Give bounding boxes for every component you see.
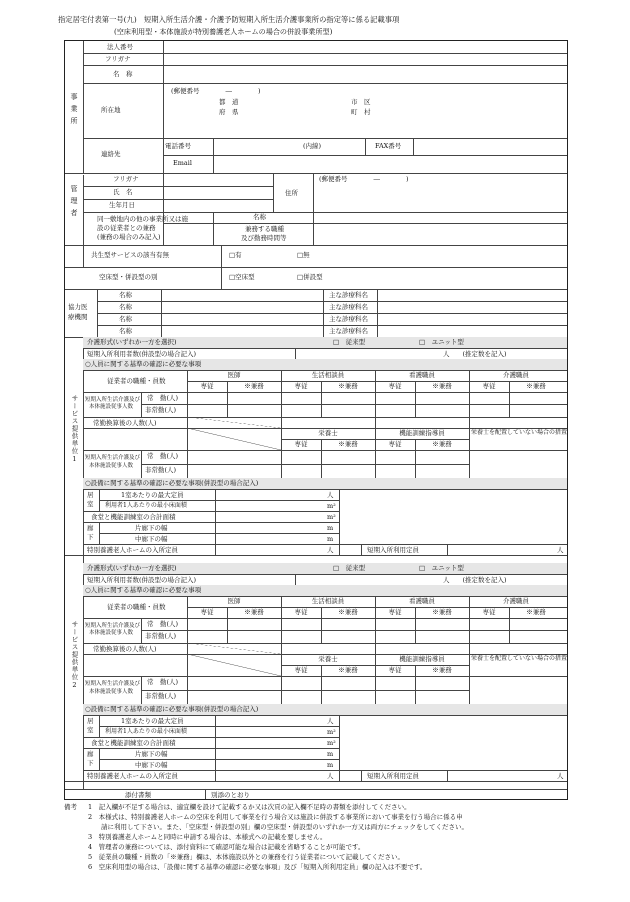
unit-mark: m² [327,502,336,510]
middle-corridor-label: 中廊下の幅 [135,761,168,769]
facility-type-vacant[interactable]: □空床型 [229,273,255,281]
staff-dedicated-label: 専従 [388,666,402,674]
staff-section-heading: ○人員に関する基準の確認に必要な事項 [85,586,202,594]
staff-concurrent-label: ※兼務 [526,608,546,616]
staff-concurrent-label: ※兼務 [432,666,452,674]
medical-department-label: 主な診療科名 [329,303,368,311]
medical-department-field[interactable] [379,302,565,312]
unit-mark: m [327,761,334,769]
staff-concurrent-label: ※兼務 [526,382,546,390]
staff-header-doctor: 医師 [227,597,241,605]
medical-department-field[interactable] [379,290,565,300]
corridor-label-2: 下 [87,759,94,767]
care-form-unit[interactable]: □ ユニット型 [419,564,464,572]
staff-header-nurse: 看護職員 [409,597,435,605]
corridor-label-2: 下 [87,533,94,541]
manager-concurrent-role-line1: 兼務する職種 [245,225,284,233]
care-form-label: 介護形式(いずれか一方を選択) [87,564,177,572]
note-item: 2 本様式は、特別養護老人ホームの空床を利用して事業を行う場合又は施設に併設する事業所において事業を行う場合に係る申 [88,813,463,821]
staff-concurrent-label: ※兼務 [338,440,358,448]
unit-mark: m [327,524,334,532]
manager-concurrent-name-field[interactable] [315,214,565,222]
manager-birthdate-field[interactable] [165,201,271,211]
care-form-traditional[interactable]: □ 従来型 [333,564,366,572]
part-time-label: 非常勤(人) [145,466,177,474]
medical-department-label: 主な診療科名 [329,291,368,299]
medical-section-label-2: 療機関 [68,313,88,321]
shared-service-yes[interactable]: □有 [229,251,242,259]
staff-header-nutritionist: 栄養士 [318,655,338,663]
medical-department-field[interactable] [379,326,565,336]
min-area-label: 利用者1人あたりの最小床面積 [105,728,187,735]
staff-group-line2: 本体施設従事人数 [89,463,134,469]
note-item: 3 特別養護老人ホームと同時に申請する場合は、本様式への記載を要しません。 [88,833,327,841]
notes-heading: 備考 [64,803,77,811]
manager-address-label: 住所 [285,189,298,197]
no-nutritionist-measure-label: 栄養士を配置していない場合の措置 [470,655,567,662]
staff-group-line1: 短期入所生活介護及び [85,397,141,403]
unit-mark: 人 [327,546,334,554]
corporate-number-label: 法人番号 [107,43,133,51]
manager-postal-code[interactable]: (郵便番号 ― ) [319,175,409,183]
staff-dedicated-label: 専従 [200,382,214,390]
staff-dedicated-label: 専従 [294,440,308,448]
facility-type-label: 空床型・併設型の別 [99,273,158,281]
max-capacity-label: 1室あたりの最大定員 [121,717,184,725]
office-fax-label: FAX番号 [375,142,402,150]
shared-service-no[interactable]: □無 [297,251,310,259]
manager-concurrent-line1: 同一敷地内の他の事業所又は施 [97,215,188,223]
short-stay-capacity-unit: 人 (推定数を記入) [443,576,507,584]
staff-header-caregiver: 介護職員 [503,371,529,379]
manager-concurrent-line2: 設の従業者との兼務 [97,224,156,232]
staff-concurrent-label: ※兼務 [432,608,452,616]
full-time-label: 常 勤(人) [147,452,179,460]
office-address-field[interactable] [165,121,565,135]
form-table [64,40,568,800]
staff-header-doctor: 医師 [227,371,241,379]
note-item: 請に利用して下さい。また、「空床型・併設型の別」欄の空床型・併設型のいずれか一方又は両方にチェックをしてください。 [88,823,469,831]
medical-name-label: 名称 [119,303,132,311]
manager-furigana-field[interactable] [165,175,271,185]
form-subtitle: (空床利用型・本体施設が特別養護老人ホームの場合の併設事業所型) [114,27,333,36]
staff-group-line1: 短期入所生活介護及び [85,623,141,629]
medical-name-field[interactable] [163,290,321,300]
short-stay-capacity-unit: 人 (推定数を記入) [443,350,507,358]
middle-corridor-label: 中廊下の幅 [135,535,168,543]
part-time-label: 非常勤(人) [145,632,177,640]
note-item: 1 記入欄が不足する場合は、適宜欄を設けて記載するか又は次頁の記入欄不足時の書類を添付してください。 [88,803,411,811]
living-room-label-2: 室 [87,500,94,508]
unit-mark: m² [327,739,336,747]
corridor-label-1: 廊 [87,750,94,758]
office-prefecture-top: 都 道 [219,98,239,106]
office-email-field[interactable] [215,157,565,171]
medical-name-label: 名称 [119,315,132,323]
staff-dedicated-label: 専従 [482,382,496,390]
staff-dedicated-label: 専従 [294,666,308,674]
service-unit-label: サービス提供単位1 [70,395,79,464]
attachments-label: 添付書類 [125,791,151,799]
full-time-label: 常 勤(人) [147,678,179,686]
full-time-label: 常 勤(人) [147,620,179,628]
medical-name-field[interactable] [163,302,321,312]
manager-birthdate-label: 生年月日 [109,201,135,209]
attachments-value: 別添のとおり [211,791,250,799]
care-form-label: 介護形式(いずれか一方を選択) [87,338,177,346]
max-capacity-label: 1室あたりの最大定員 [121,491,184,499]
staff-header-nurse: 看護職員 [409,371,435,379]
staff-concurrent-label: ※兼務 [338,382,358,390]
unit-mark: 人 [327,717,334,725]
staff-header-trainer: 機能訓練指導員 [399,429,445,437]
staff-concurrent-label: ※兼務 [244,382,264,390]
staff-group-line2: 本体施設従事人数 [89,689,134,695]
staff-type-label: 従業者の職種・員数 [107,377,166,385]
living-room-label-1: 居 [87,717,94,725]
service-unit-label: サービス提供単位2 [70,621,79,690]
office-name-field[interactable] [165,66,565,82]
fte-label: 常勤換算後の人数(人) [93,645,157,653]
manager-concurrent-name-label: 名称 [253,213,266,221]
staff-concurrent-label: ※兼務 [338,666,358,674]
staff-concurrent-label: ※兼務 [244,608,264,616]
office-postal-code[interactable]: (郵便番号 ― ) [171,87,261,95]
medical-name-field[interactable] [163,326,321,336]
note-item: 4 管理者の兼務については、添付資料にて確認可能な場合は記載を省略することが可能です。 [88,843,365,851]
office-section-label: 事業所 [70,93,79,129]
manager-name-label: 氏 名 [113,188,133,196]
single-corridor-label: 片廊下の幅 [135,524,168,532]
care-form-traditional[interactable]: □ 従来型 [333,338,366,346]
shared-service-label: 共生型サービスの該当有無 [91,251,169,259]
corridor-label-1: 廊 [87,524,94,532]
manager-name-field[interactable] [165,188,271,198]
unit-mark: 人 [557,546,564,554]
staff-group-line1: 短期入所生活介護及び [85,455,141,461]
dining-area-label: 食堂と機能訓練室の合計面積 [91,739,176,747]
staff-dedicated-label: 専従 [294,608,308,616]
medical-department-field[interactable] [379,314,565,324]
office-prefecture-bottom: 府 県 [219,108,239,116]
manager-address-field[interactable] [315,186,565,210]
office-contact-label: 連絡先 [101,150,121,158]
short-stay-capacity-footer-label: 短期入所利用定員 [367,546,419,554]
unit-mark: 人 [557,772,564,780]
staff-group-line2: 本体施設従事人数 [89,630,134,636]
staff-concurrent-label: ※兼務 [432,440,452,448]
staff-header-counselor: 生活相談員 [311,597,345,605]
manager-concurrent-line3: (兼務の場合のみ記入) [97,233,161,241]
staff-header-trainer: 機能訓練指導員 [399,655,445,663]
corporate-number-field[interactable] [165,42,565,52]
staff-type-label: 従業者の職種・員数 [107,603,166,611]
office-city-top: 市 区 [351,98,371,106]
min-area-label: 利用者1人あたりの最小床面積 [105,502,187,509]
manager-section-label: 管理者 [70,185,79,221]
manager-concurrent-role-line2: 及び勤務時間等 [241,234,287,242]
office-extension-label: (内線) [303,142,322,150]
care-form-unit[interactable]: □ ユニット型 [419,338,464,346]
no-nutritionist-measure-label: 栄養士を配置していない場合の措置 [470,429,567,436]
staff-header-counselor: 生活相談員 [311,371,345,379]
staff-header-caregiver: 介護職員 [503,597,529,605]
office-furigana-label: フリガナ [105,55,131,63]
staff-group-line2: 本体施設従事人数 [89,404,134,410]
medical-name-field[interactable] [163,314,321,324]
facility-type-attached[interactable]: □併設型 [297,273,323,281]
form-title: 指定居宅付表第一号(九) 短期入所生活介護・介護予防短期入所生活介護事業所の指定等に係る記載事項 [58,15,400,24]
unit-mark: 人 [327,772,334,780]
note-item: 5 従業員の職種・員数の「※兼務」欄は、本体施設以外との兼務を行う従業者について記載してください。 [88,853,405,861]
office-email-label: Email [173,159,192,167]
office-name-label: 名 称 [113,70,133,78]
office-phone-field[interactable] [215,140,299,153]
unit-mark: 人 [327,491,334,499]
staff-concurrent-label: ※兼務 [338,608,358,616]
short-stay-capacity-label: 短期入所利用者数(併設型の場合記入) [87,350,197,358]
short-stay-capacity-label: 短期入所利用者数(併設型の場合記入) [87,576,197,584]
medical-department-label: 主な診療科名 [329,315,368,323]
living-room-label-2: 室 [87,726,94,734]
office-fax-field[interactable] [415,140,565,153]
staff-dedicated-label: 専従 [388,382,402,390]
unit-mark: m² [327,728,336,736]
medical-name-label: 名称 [119,327,132,335]
nursing-home-capacity-label: 特別養護老人ホームの入所定員 [87,546,178,554]
part-time-label: 非常勤(人) [145,406,177,414]
full-time-label: 常 勤(人) [147,394,179,402]
single-corridor-label: 片廊下の幅 [135,750,168,758]
staff-dedicated-label: 専従 [294,382,308,390]
staff-group-line1: 短期入所生活介護及び [85,681,141,687]
medical-name-label: 名称 [119,291,132,299]
staff-concurrent-label: ※兼務 [432,382,452,390]
manager-furigana-label: フリガナ [113,175,139,183]
staff-dedicated-label: 専従 [388,440,402,448]
medical-department-label: 主な診療科名 [329,327,368,335]
unit-mark: m² [327,513,336,521]
office-address-label: 所在地 [101,106,121,114]
office-phone-label: 電話番号 [165,142,191,150]
nursing-home-capacity-label: 特別養護老人ホームの入所定員 [87,772,178,780]
dining-area-label: 食堂と機能訓練室の合計面積 [91,513,176,521]
note-item: 6 空床利用型の場合は、「設備に関する基準の確認に必要な事項」及び「短期入所利用定員」欄の記入は不要です。 [88,863,427,871]
unit-mark: m [327,750,334,758]
living-room-label-1: 居 [87,491,94,499]
facility-section-heading: ○設備に関する基準の確認に必要な事項(併設型の場合記入) [85,705,259,713]
part-time-label: 非常勤(人) [145,692,177,700]
staff-section-heading: ○人員に関する基準の確認に必要な事項 [85,360,202,368]
facility-section-heading: ○設備に関する基準の確認に必要な事項(併設型の場合記入) [85,479,259,487]
office-furigana-field[interactable] [165,54,565,64]
unit-mark: m [327,535,334,543]
staff-dedicated-label: 専従 [482,608,496,616]
short-stay-capacity-footer-label: 短期入所利用定員 [367,772,419,780]
staff-dedicated-label: 専従 [200,608,214,616]
manager-concurrent-role-field[interactable] [315,225,565,243]
medical-section-label-1: 協力医 [68,303,88,311]
staff-dedicated-label: 専従 [388,608,402,616]
office-city-bottom: 町 村 [351,108,371,116]
fte-label: 常勤換算後の人数(人) [93,419,157,427]
staff-header-nutritionist: 栄養士 [318,429,338,437]
